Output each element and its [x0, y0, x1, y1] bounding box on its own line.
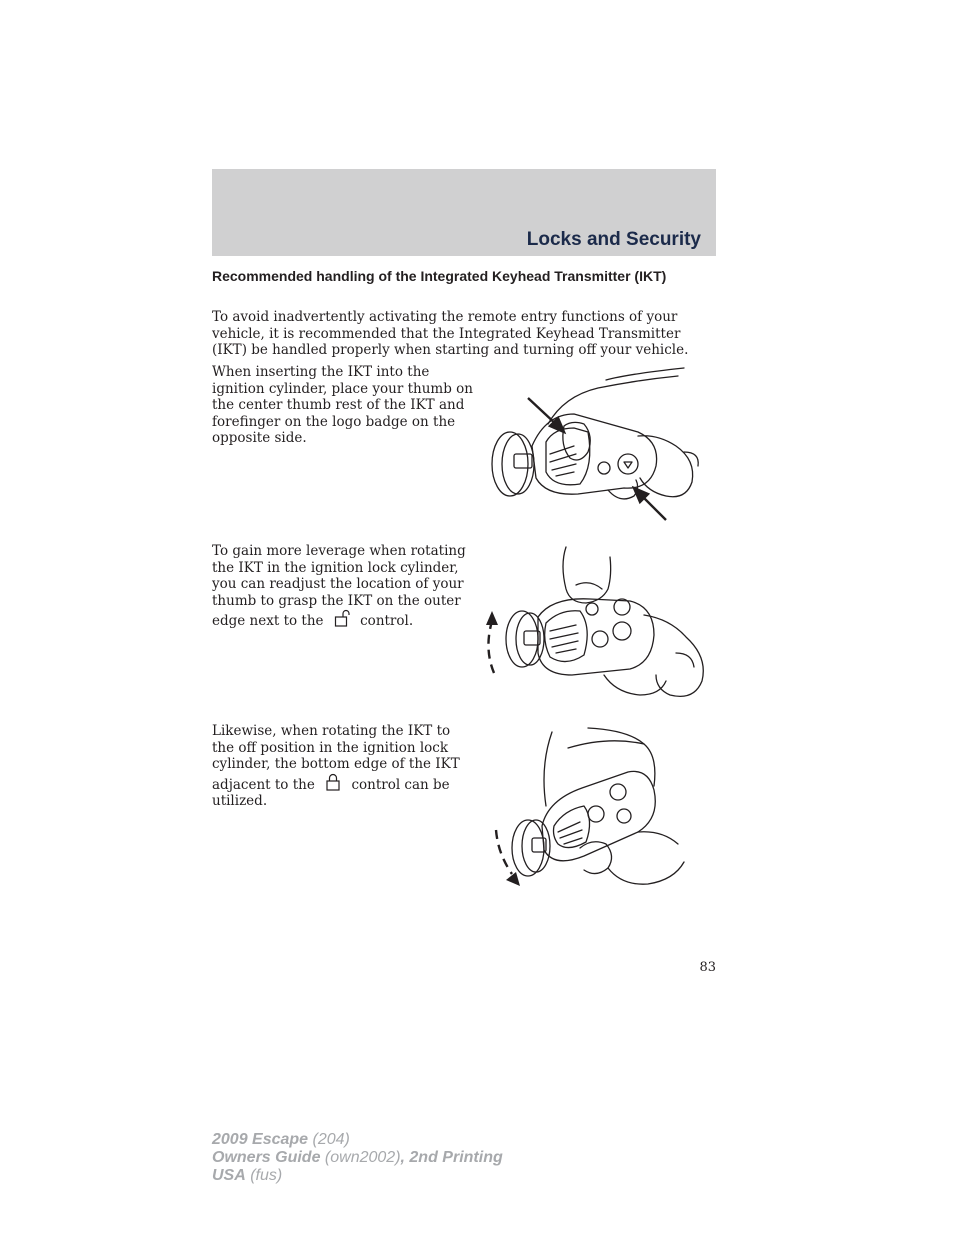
footer-printing: , 2nd Printing [400, 1149, 503, 1166]
insert-ikt-illustration [488, 366, 706, 526]
footer-market: USA [212, 1167, 246, 1184]
footer-guide: Owners Guide [212, 1149, 321, 1166]
section-header-band [212, 169, 716, 256]
step-leverage-paragraph [212, 543, 474, 630]
step-off-paragraph [212, 723, 474, 810]
document-footer [212, 1131, 503, 1185]
rotate-ikt-on-illustration [480, 545, 708, 705]
rotate-ikt-off-illustration [488, 726, 700, 890]
lock-icon [325, 773, 341, 791]
footer-line-1 [212, 1131, 503, 1149]
footer-guide-code: (own2002) [320, 1149, 401, 1166]
footer-model: 2009 Escape [212, 1131, 309, 1148]
step-insert-paragraph: When inserting the IKT into the ignition cylinder, place your thumb on the center thumb rest of the IKT and forefinger on the logo badge on the opposite side. [212, 364, 473, 447]
intro-paragraph: To avoid inadvertently activating the remote entry functions of your vehicle, it is recommended that the Integrated Keyhead Transmitter (IKT) be handled properly when starting and turning off your vehicle. [212, 309, 689, 359]
step-off-text: Likewise, when rotating the IKT to the off position in the ignition lock cylinder, the bottom edge of the IKT adjacent to the [212, 723, 460, 793]
footer-model-code: (204) [308, 1131, 350, 1148]
footer-market-code: (fus) [245, 1167, 283, 1184]
footer-line-2 [212, 1149, 503, 1167]
page-number: 83 [699, 960, 716, 975]
footer-line-3 [212, 1167, 503, 1185]
section-title: Locks and Security [526, 229, 701, 250]
step-off-text-end: control can be utilized. [212, 776, 450, 810]
unlock-icon [334, 609, 350, 627]
step-leverage-text: To gain more leverage when rotating the IKT in the ignition lock cylinder, you can readjust the location of your thumb to grasp the IKT on the outer edge next to the [212, 543, 466, 630]
section-heading: Recommended handling of the Integrated Keyhead Transmitter (IKT) [212, 268, 667, 284]
step-leverage-text-end: control. [360, 613, 414, 630]
